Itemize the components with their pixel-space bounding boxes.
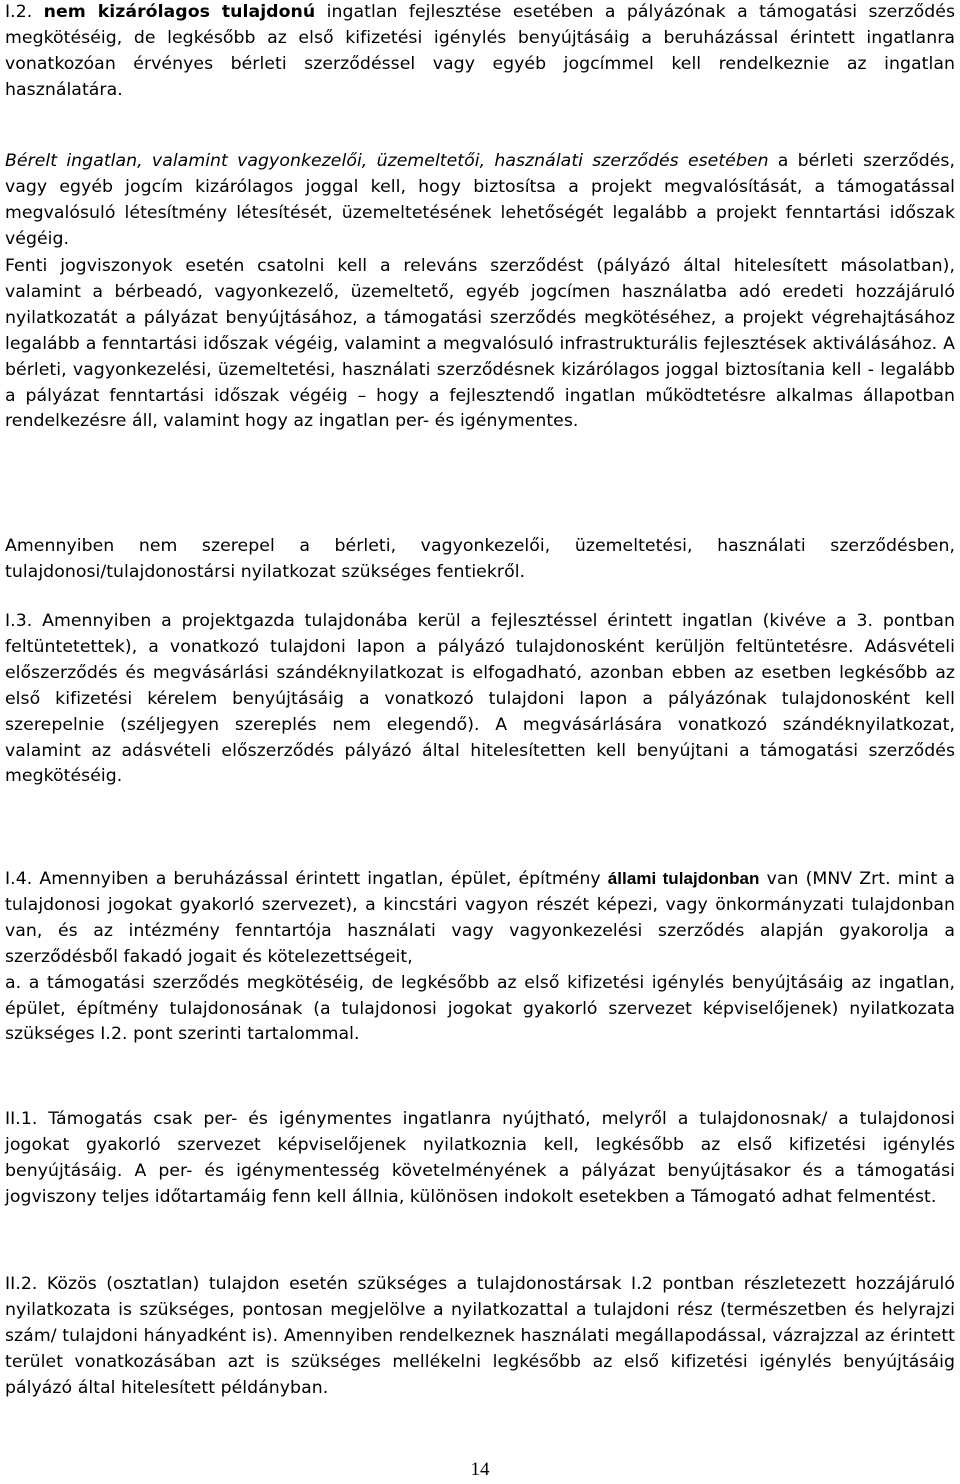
- paragraph-ii1: [5, 1107, 955, 1211]
- paragraph-legal-relations: [5, 254, 955, 435]
- paragraph-i4: [5, 866, 955, 1048]
- paragraph-owner-declaration: [5, 534, 955, 586]
- bold-phrase: nem kizárólagos tulajdonú: [43, 2, 316, 22]
- sub-item-a: a. a támogatási szerződés megkötéséig, de legkésőbb az első kifizetési igénylés benyújtásáig az ingatlan, épület, építmény tulajdonosának (a tulajdonosi jogokat gyakorló szervezet képviselőjenek) nyilatkozata szükséges I.2. pont szerinti tartalommal.: [5, 972, 955, 1045]
- paragraph-text: van (MNV Zrt. mint a tulajdonosi jogokat gyakorló szervezet), a kincstári vagyon részét képezi, vagy önkormányzati tulajdonban van, és az intézmény fenntartója használati vagy vagyonkezelési szerződés alapján gyakorolja a szerződésből fakadó jogait és kötelezettségeit,: [5, 869, 956, 967]
- page-number: 14: [470, 1459, 490, 1480]
- paragraph-text: Fenti jogviszonyok esetén csatolni kell a releváns szerződést (pályázó által hitelesített másolatban), valamint a bérbeadó, vagyonkezelő, üzemeltető, egyéb jogcímen használatba adó eredeti hozzájáruló nyilatkozatát a pályázat benyújtásához, a támogatási szerződés megkötéséhez, a projekt végrehajtásához legalább a fenntartási időszak végéig, valamint a megvalósuló infrastrukturális fejlesztések aktiválásához. A bérleti, vagyonkezelési, üzemeltetési, használati szerződésnek kizárólagos joggal biztosítania kell - legalább a pályázat fenntartási időszak végéig – hogy a fejlesztendő ingatlan működtetésre alkalmas állapotban rendelkezésre áll, valamint hogy az ingatlan per- és igénymentes.: [5, 256, 955, 432]
- paragraph-i3: [5, 609, 955, 790]
- section-number: I.2.: [5, 2, 33, 22]
- paragraph-text: I.3. Amennyiben a projektgazda tulajdonába kerül a fejlesztéssel érintett ingatlan (kivéve a 3. pontban feltüntetettek), a vonatkozó tulajdoni lapon a pályázó tulajdonosként kerüljön feltüntetésre. Adásvételi előszerződés és megvásárlási szándéknyilatkozat is elfogadható, azonban ebben az esetben legkésőbb az első kifizetési kérelem benyújtásáig a vonatkozó tulajdoni lapon a pályázónak tulajdonosként kell szerepelnie (széljegyen szereplés nem elegendő). A megvásárlására vonatkozó szándéknyilatkozat, valamint az adásvételi előszerződés pályázó által hitelesítetten kell benyújtani a támogatási szerződés megkötéséig.: [5, 611, 955, 787]
- paragraph-ii2: [5, 1272, 955, 1402]
- paragraph-i2: [5, 0, 955, 104]
- paragraph-text: Amennyiben nem szerepel a bérleti, vagyonkezelői, üzemeltetési, használati szerződésben, tulajdonosi/tulajdonostársi nyilatkozat szükséges fentiekről.: [5, 536, 955, 582]
- paragraph-text: II.2. Közös (osztatlan) tulajdon esetén szükséges a tulajdonostársak I.2 pontban részletezett hozzájáruló nyilatkozata is szükséges, pontosan megjelölve a nyilatkozattal a tulajdoni rész (természetben és helyrajzi szám/ tulajdoni hányadként is). Amennyiben rendelkeznek használati megállapodással, vázrajzzal az érintett terület vonatkozásában azt is szükséges mellékelni legkésőbb az első kifizetési igénylés benyújtásáig pályázó által hitelesített példányban.: [5, 1274, 955, 1398]
- paragraph-rented-property: [5, 149, 955, 253]
- paragraph-text: I.4. Amennyiben a beruházással érintett ingatlan, épület, építmény: [5, 869, 601, 889]
- bold-phrase: állami tulajdonban: [607, 869, 760, 888]
- italic-phrase: Bérelt ingatlan, valamint vagyonkezelői, üzemeltetői, használati szerződés esetében: [5, 151, 769, 171]
- paragraph-text: ingatlan fejlesztése esetében a pályázónak a támogatási szerződés megkötéséig, de legkésőbb az első kifizetési igénylés benyújtásáig a beruházással érintett ingatlanra vonatkozóan érvényes bérleti szerződéssel vagy egyéb jogcímmel kell rendelkeznie az ingatlan használatára.: [5, 2, 956, 100]
- paragraph-text: II.1. Támogatás csak per- és igénymentes ingatlanra nyújtható, melyről a tulajdonosnak/ a tulajdonosi jogokat gyakorló szervezet képviselőjenek nyilatkoznia kell, legkésőbb az első kifizetési igénylés benyújtásáig. A per- és igénymentesség követelményének a pályázat benyújtásakor és a támogatási jogviszony teljes időtartamáig fenn kell állnia, különösen indokolt esetekben a Támogató adhat felmentést.: [5, 1109, 955, 1207]
- paragraph-text: a bérleti szerződés, vagy egyéb jogcím kizárólagos joggal kell, hogy biztosítsa a projekt megvalósítását, a támogatással megvalósuló létesítmény létesítését, üzemeltetésének lehetőségét legalább a projekt fenntartási időszak végéig.: [5, 151, 955, 249]
